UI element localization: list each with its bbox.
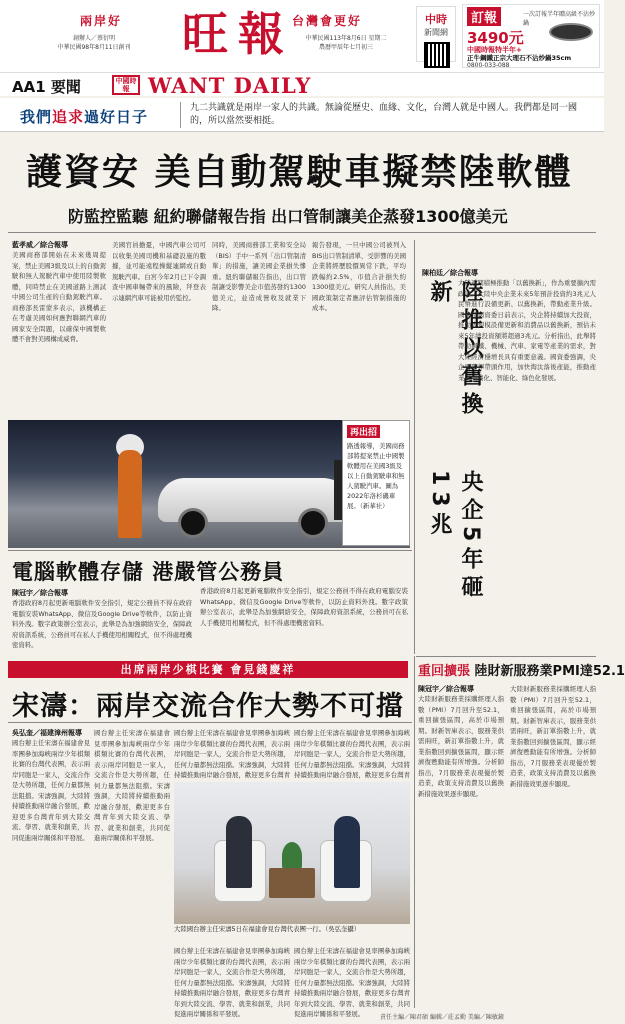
masthead <box>0 0 604 72</box>
lead-subheadline: 防監控監聽 紐約聯儲報告指 出口管制讓美企蒸發1300億美元 <box>68 207 508 226</box>
section-bar <box>0 72 604 96</box>
tagline-slogan <box>20 106 148 127</box>
logo-zh: 旺報 <box>182 7 294 61</box>
bottom-body-col-5: 國台辦主任宋濤在福建會見率團參加海峽兩岸少年棋類比賽的台灣代表團，表示兩岸同胞是一家人，交流合作是大勢所趨，任何力量都無法阻擋。宋濤強調，大陸將持續推動兩岸融合發展，歡迎更多台灣青年到大陸交流、學習、就業和創業，共同促進兩岸關係和平發展。 <box>174 947 290 1018</box>
founder-line: 創辦人／蔡衍明 <box>72 35 115 42</box>
subscription-ad <box>462 4 600 68</box>
right-col-rule <box>414 240 415 654</box>
frying-pan-icon <box>549 23 593 41</box>
story2-headline: 電腦軟體存儲 港嚴管公務員 <box>12 560 285 584</box>
story3-body-col-1: 大陸財新服務業採購經理人指數（PMI）7月回升至52.1，重回擴張區間，高於市場預期。財新智庫表示，服務業供需兩旺，新訂單指數上升，就業指數回到擴張區間，顯示經濟復甦動能有所增強。分析師指出，7月服務業表現優於製造業，政策支持消費及以舊換新措施效果逐步顯現。 <box>418 695 504 798</box>
tagline-part-3: 過好日子 <box>84 108 149 126</box>
story2-byline: 陳冠宇／綜合報導 <box>12 589 68 597</box>
bottom-body-col-3: 國台辦主任宋濤在福建會見率團參加海峽兩岸少年棋類比賽的台灣代表團，表示兩岸同胞是一家人，交流合作是大勢所趨，任何力量都無法阻擋。宋濤強調，大陸將持續推動兩岸融合發展，歡迎更多台灣青 <box>174 729 290 779</box>
story2-rule <box>8 550 412 551</box>
lead-body-col-3: 同時，美國商務部工業和安全局（BIS）手中一系列「出口管制清單」的措施，讓美國企業損失慘重。紐約聯儲報告指出，出口管制讓受影響美企市值蒸發約1300億美元，並造成營收及就業下降。 <box>212 241 306 312</box>
right-story-headline-1: 陸推以舊換新 <box>427 280 483 420</box>
tagline-divider <box>180 102 181 128</box>
caption-tag: 再出招 <box>347 425 380 438</box>
car-wheel-rear <box>298 508 328 538</box>
tagline <box>0 98 604 132</box>
slogan-left: 兩岸好 <box>80 14 123 28</box>
right-story-byline: 陳柏廷／綜合報導 <box>422 269 478 277</box>
ad-title: 訂報 <box>467 7 501 26</box>
story3-headline-red: 重回擴張 <box>418 664 471 679</box>
bottom-body-col-1: 國台辦主任宋濤在福建會見率團參加海峽兩岸少年棋類比賽的台灣代表團，表示兩岸同胞是一家人，交流合作是大勢所趨，任何力量都無法阻擋。宋濤強調，大陸將持續推動兩岸融合發展，歡迎更多台灣青年到大陸交流、學習、就業和創業，共同促進兩岸關係和平發展。 <box>12 739 90 842</box>
bottom-body-col-2: 國台辦主任宋濤在福建會見率團參加海峽兩岸少年棋類比賽的台灣代表團，表示兩岸同胞是一家人，交流合作是大勢所趨，任何力量都無法阻擋。宋濤強調，大陸將持續推動兩岸融合發展，歡迎更多台灣青年到大陸交流、學習、就業和創業，共同促進兩岸關係和平發展。 <box>94 729 170 842</box>
person-left <box>226 816 252 888</box>
lead-body-col-1: 美國商務部開始在未來幾周提案，禁止美國3級及以上的自動駕駛和無人駕駛汽車中使用陸製軟體，同時禁止在美國道路上測試中國公司生產的自動駕駛汽車。商務部長雷蒙多表示，該機構正在考慮美國如何應對聯網汽車的國家安全問題，以確保中國製軟體不會對美國構成威脅。 <box>12 251 106 343</box>
lead-byline: 藍孝威／綜合報導 <box>12 241 68 249</box>
ad-subtitle: 一次訂報半年贈高級不沾炒鍋 <box>523 11 596 27</box>
lead-headline: 護資安 美自動駕駛車擬禁陸軟體 <box>26 152 573 193</box>
caption-text: 路透報導，美國商務部將提案禁止中國製軟體用在美國3級及以上自動駕駛車和無人駕駛汽車。圖為2022年洛杉磯車展。（新華社） <box>347 442 405 510</box>
side-table <box>269 868 315 898</box>
emblem-top: 中時 <box>425 13 447 26</box>
lead-rule <box>8 232 596 233</box>
tagline-part-1: 我們 <box>20 108 53 126</box>
qr-code-icon <box>424 42 450 68</box>
ad-line-2: 正牛鋼鐵正宗大理石不沾炒鍋35cm <box>467 54 572 62</box>
chinatimes-small-logo: 中國時報 <box>112 75 140 95</box>
bottom-rule <box>8 722 412 723</box>
ad-line-1: 中國時報特半年+ <box>467 46 522 54</box>
bottom-right-rule <box>414 656 415 1008</box>
logo-en: WANT DAILY <box>148 73 312 98</box>
lunar-date: 農曆甲辰年七月初三 <box>318 44 373 51</box>
issue-date: 中華民國113年8月6日 星期二 <box>305 35 387 42</box>
story3-headline <box>418 660 625 679</box>
bottom-banner: 出席兩岸少棋比賽 會見錢慶祥 <box>8 661 408 678</box>
meeting-photo <box>174 782 410 924</box>
right-story-body: 大陸近期積極推動「以舊換新」，作為重要擴內需政策。大陸中央企業未來5年預計投資約3兆元人民幣進行設備更新、以舊換新，帶動產業升級。國務院國資委日前表示，央企將持續加大投資，推動大規模設備更新和消費品以舊換新，預估未來5年總投資額將超過3兆元。分析指出，此舉將帶動鋼鐵、機械、汽車、家電等產業的需求，對大陸經濟穩增長具有重要意義。國資委強調，央企要發揮帶頭作用，加快淘汰落後產能，推動產業向高端化、智能化、綠色化發展。 <box>458 279 596 382</box>
story2-body: 香港政府8月起更新電腦軟件安全指引，規定公務員不得在政府電腦安裝WhatsApp、微信及Google Drive等軟件，以防止資料外洩。數字政策辦公室表示，此舉是為加強網絡安全，保障政府資訊系統，公務員可在私人手機使用相關程式，但不得處理機密資料。 <box>12 599 192 649</box>
masthead-info-left <box>14 34 174 52</box>
story3-byline: 陳冠宇／綜合報導 <box>418 685 474 693</box>
meeting-photo-caption: 大陸國台辦主任宋濤5日在福建會見台灣代表團一行。（吳弘奎攝） <box>174 925 361 933</box>
story3-headline-black: 陸財新服務業PMI達52.1 <box>474 664 625 679</box>
flower-arrangement <box>282 842 302 870</box>
tagline-message: 九二共識就是兩岸一家人的共識。無論從歷史、血緣、文化，台灣人就是中國人。我們都是同一國的，所以當然要相挺。 <box>190 103 578 126</box>
ad-phone: 0800-033-088 <box>467 62 510 69</box>
lead-body-col-2: 美國官員擔憂，中國汽車公司可以收集美國司機和基礎設施的數據，並可能遠程操縱連網或自動駕駛汽車。白宮今年2月已下令調查中國車輛帶來的風險，拜登表示連網汽車可能被用於監控。 <box>112 241 206 302</box>
tagline-part-2: 追求 <box>52 108 85 126</box>
masthead-info-right <box>286 34 406 52</box>
story3-rule <box>416 656 596 657</box>
ad-price: 3490元 <box>467 29 524 47</box>
founding-date: 中華民國98年8月11日創刊 <box>57 44 131 51</box>
slogan-right: 台灣會更好 <box>292 14 363 28</box>
bottom-headline: 宋濤：兩岸交流合作大勢不可擋 <box>12 691 404 722</box>
car-photo-caption <box>342 420 410 546</box>
car-wheel-front <box>178 508 208 538</box>
story3-body-col-2: 大陸財新服務業採購經理人指數（PMI）7月回升至52.1，重回擴張區間，高於市場預期。財新智庫表示，服務業供需兩旺，新訂單指數上升，就業指數回到擴張區間，顯示經濟復甦動能有所增強。分析師指出，7月服務業表現優於製造業，政策支持消費及以舊換新措施效果逐步顯現。 <box>510 685 596 788</box>
astronaut-figure <box>118 450 142 538</box>
bottom-body-col-6: 國台辦主任宋濤在福建會見率團參加海峽兩岸少年棋類比賽的台灣代表團，表示兩岸同胞是一家人，交流合作是大勢所趨，任何力量都無法阻擋。宋濤強調，大陸將持續推動兩岸融合發展，歡迎更多台灣青年到大陸交流、學習、就業和創業，共同促進兩岸關係和平發展。 <box>294 947 410 1018</box>
bottom-byline: 吳弘奎／福建漳州報導 <box>12 729 82 737</box>
bottom-body-col-4: 國台辦主任宋濤在福建會見率團參加海峽兩岸少年棋類比賽的台灣代表團，表示兩岸同胞是一家人，交流合作是大勢所趨，任何力量都無法阻擋。宋濤強調，大陸將持續推動兩岸融合發展，歡迎更多台灣青 <box>294 729 410 779</box>
page-footer: 責任主編／陳君碩 編輯／莊孟勤 美編／陳敏鐘 <box>380 1014 504 1021</box>
section-label: AA1 要聞 <box>12 78 81 96</box>
story2-body-cont: 香港政府8月起更新電腦軟件安全指引，規定公務員不得在政府電腦安裝WhatsApp、微信及Google Drive等軟件，以防止資料外洩。數字政策辦公室表示，此舉是為加強網絡安全，保障政府資訊系統，公務員可在私人手機使用相關程式，但不得處理機密資料。 <box>200 587 408 627</box>
lead-body-col-4: 報告發現，一旦中國公司被列入BIS出口管制清單，受影響的美國企業將經歷股價異常下跌，平均跌幅約2.5%，市值合計損失約1300億美元。研究人員指出，美國政策制定者應評估管制措施的成本。 <box>312 241 406 312</box>
emblem-bottom: 新聞網 <box>424 28 448 37</box>
person-right <box>334 816 360 888</box>
right-story-headline-2: 央企5年砸13兆 <box>427 470 483 604</box>
